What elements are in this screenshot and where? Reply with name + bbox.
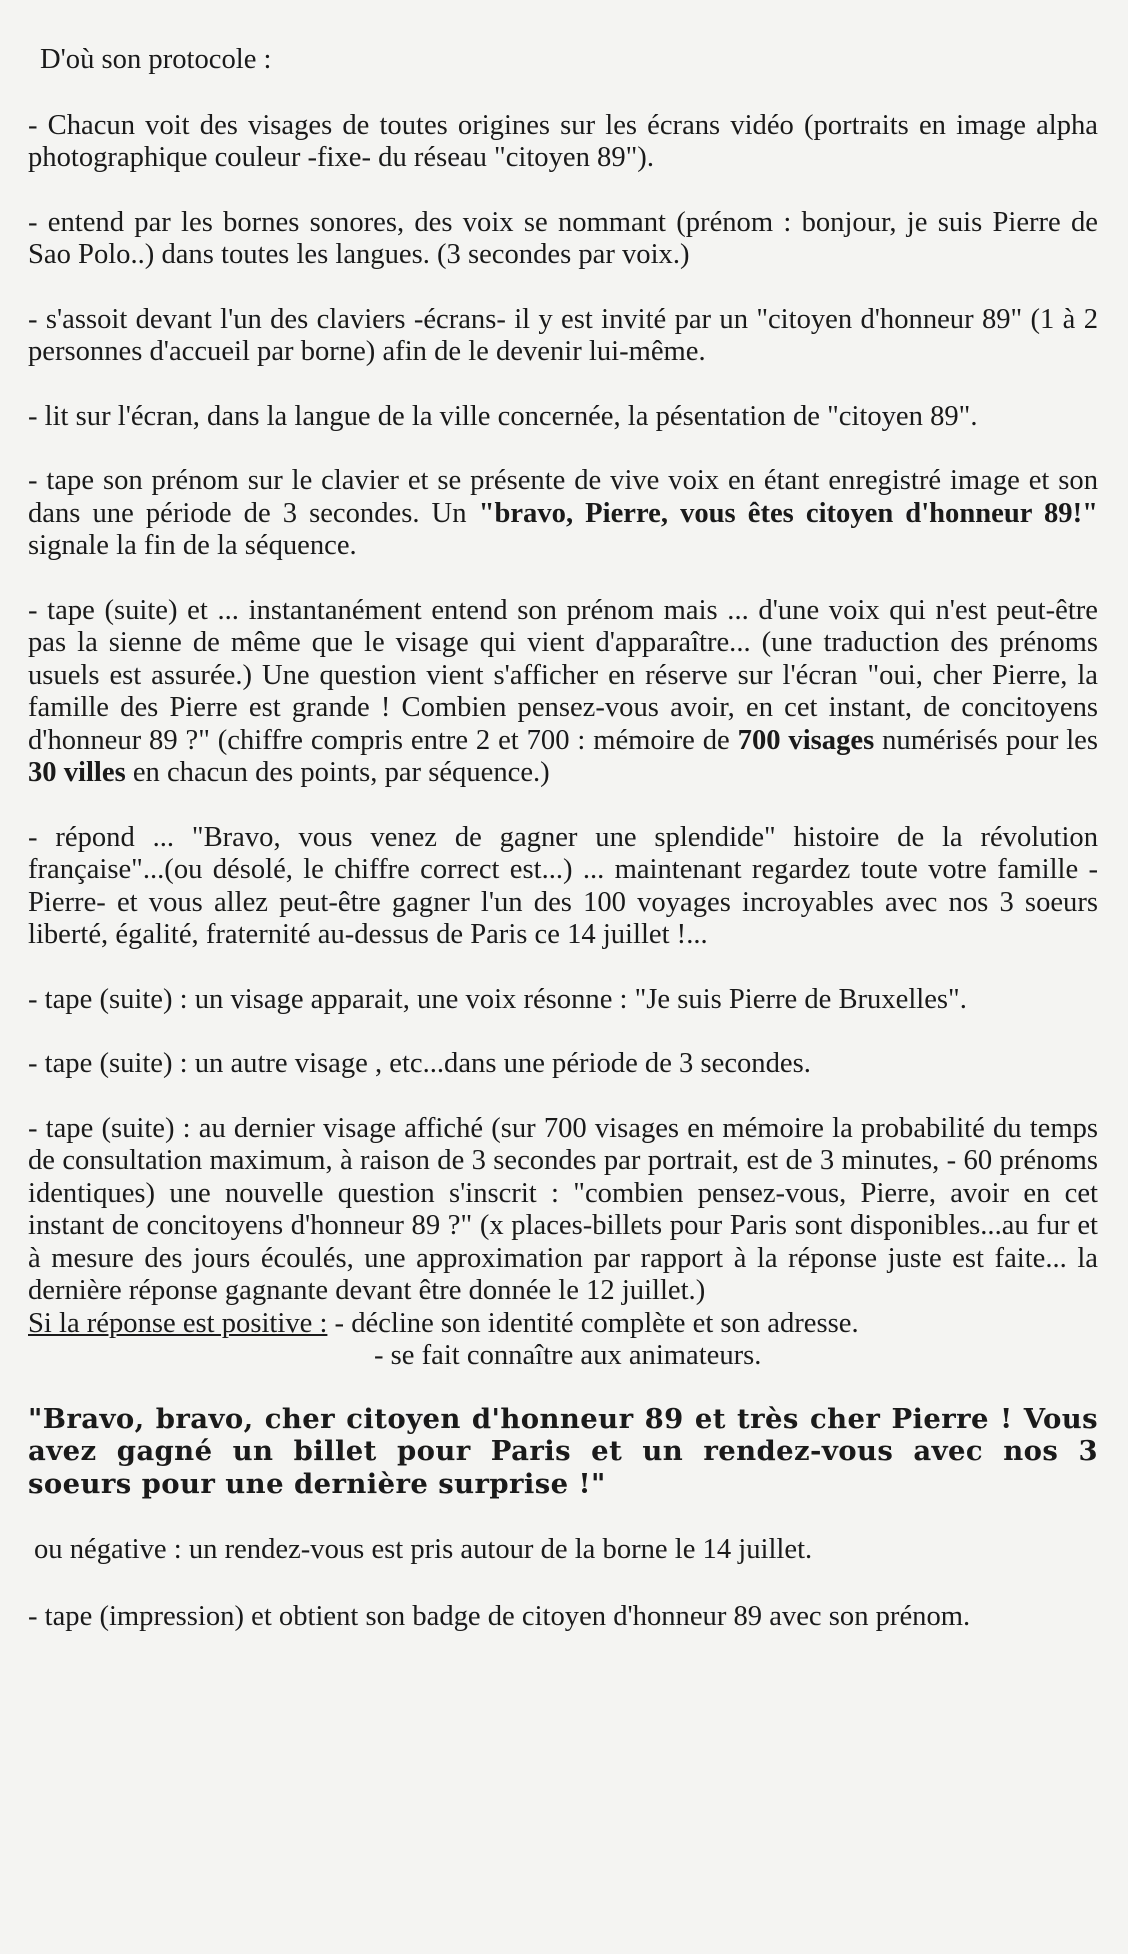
paragraph-impression: - tape (impression) et obtient son badge de citoyen d'honneur 89 avec son prénom. bbox=[28, 1600, 971, 1632]
paragraph-lit: - lit sur l'écran, dans la langue de la ville concernée, la pésentation de "citoyen 89". bbox=[28, 400, 978, 432]
condition-line bbox=[28, 1308, 1098, 1341]
bold-run: 30 villes bbox=[28, 757, 126, 788]
text-run: - tape son prénom sur le clavier et se présente de vive voix en étant enregistré image et son dans une période de 3 secondes. Un bbox=[28, 465, 1098, 529]
paragraph-tape-autre-visage: - tape (suite) : un autre visage , etc...dans une période de 3 secondes. bbox=[28, 1048, 811, 1079]
paragraph-entend: - entend par les bornes sonores, des voix se nommant (prénom : bonjour, je suis Pierre de Sao Polo..) dans toutes les langues. (3 secondes par voix.) bbox=[28, 206, 1098, 270]
paragraph-chacun: - Chacun voit des visages de toutes origines sur les écrans vidéo (portraits en image alpha photographique couleur -fixe- du réseau "citoyen 89"). bbox=[28, 109, 1098, 173]
paragraph-repond: - répond ... "Bravo, vous venez de gagner une splendide" histoire de la révolution française"...(ou désolé, le chiffre correct est...) ... maintenant regardez toute votre famille -Pierre- et vous allez peut-être gagner l'un des 100 voyages incroyables avec nos 3 soeurs liberté, égalité, fraternité au-dessus de Paris ce 14 juillet !... bbox=[28, 821, 1098, 950]
condition-text-2: - se fait connaître aux animateurs. bbox=[374, 1340, 762, 1371]
bravo-quote: "Bravo, bravo, cher citoyen d'honneur 89 et très cher Pierre ! Vous avez gagné un billet pour Paris et un rendez-vous avec nos 3 soeurs pour une dernière surprise !" bbox=[28, 1402, 1098, 1500]
condition-label: Si la réponse est positive : bbox=[28, 1307, 328, 1339]
negative-line: ou négative : un rendez-vous est pris autour de la borne le 14 juillet. bbox=[34, 1534, 813, 1565]
text-run: numérisés pour les bbox=[874, 724, 1098, 756]
bold-run: "bravo, Pierre, vous êtes citoyen d'honneur 89!" bbox=[478, 497, 1098, 529]
text-run: signale la fin de la séquence. bbox=[28, 530, 357, 561]
last-face-block bbox=[28, 1113, 1098, 1373]
paragraph-tape-visage: - tape (suite) : un visage apparait, une voix résonne : "Je suis Pierre de Bruxelles". bbox=[28, 983, 967, 1015]
text-run: en chacun des points, par séquence.) bbox=[125, 757, 550, 788]
paragraph-s-assoit: - s'assoit devant l'un des claviers -écrans- il y est invité par un "citoyen d'honneur 89" (1 à 2 personnes d'accueil par borne) afin de le devenir lui-même. bbox=[28, 303, 1098, 367]
bold-run: 700 visages bbox=[737, 724, 875, 756]
paragraph-dernier-visage: - tape (suite) : au dernier visage affiché (sur 700 visages en mémoire la probabilité du temps de consultation maximum, à raison de 3 secondes par portrait, est de 3 minutes, - 60 prénoms identiques) une nouvelle question s'inscrit : "combien pensez-vous, Pierre, avoir en cet instant de concitoyens d'honneur 89 ?" (x places-billets pour Paris sont disponibles...au fur et à mesure des jours écoulés, une approximation par rapport à la réponse juste est faite... la dernière réponse gagnante devant être donnée le 12 juillet.) bbox=[28, 1112, 1098, 1306]
intro-heading: D'où son protocole : bbox=[40, 44, 272, 75]
condition-text: - décline son identité complète et son adresse. bbox=[327, 1307, 859, 1339]
paragraph-tape-prenom bbox=[28, 465, 1098, 563]
text-run: - tape (suite) et ... instantanément entend son prénom mais ... d'une voix qui n'est peut-être pas la sienne de même que le visage qui vient d'apparaître... (une traduction des prénoms usuels est assurée.) Une question vient s'afficher en réserve sur l'écran "oui, cher Pierre, la famille des Pierre est grande ! Combien pensez-vous avoir, en cet instant, de concitoyens d'honneur 89 ?" (chiffre compris entre 2 et 700 : mémoire de bbox=[28, 594, 1098, 756]
paragraph-tape-suite-question bbox=[28, 595, 1098, 790]
